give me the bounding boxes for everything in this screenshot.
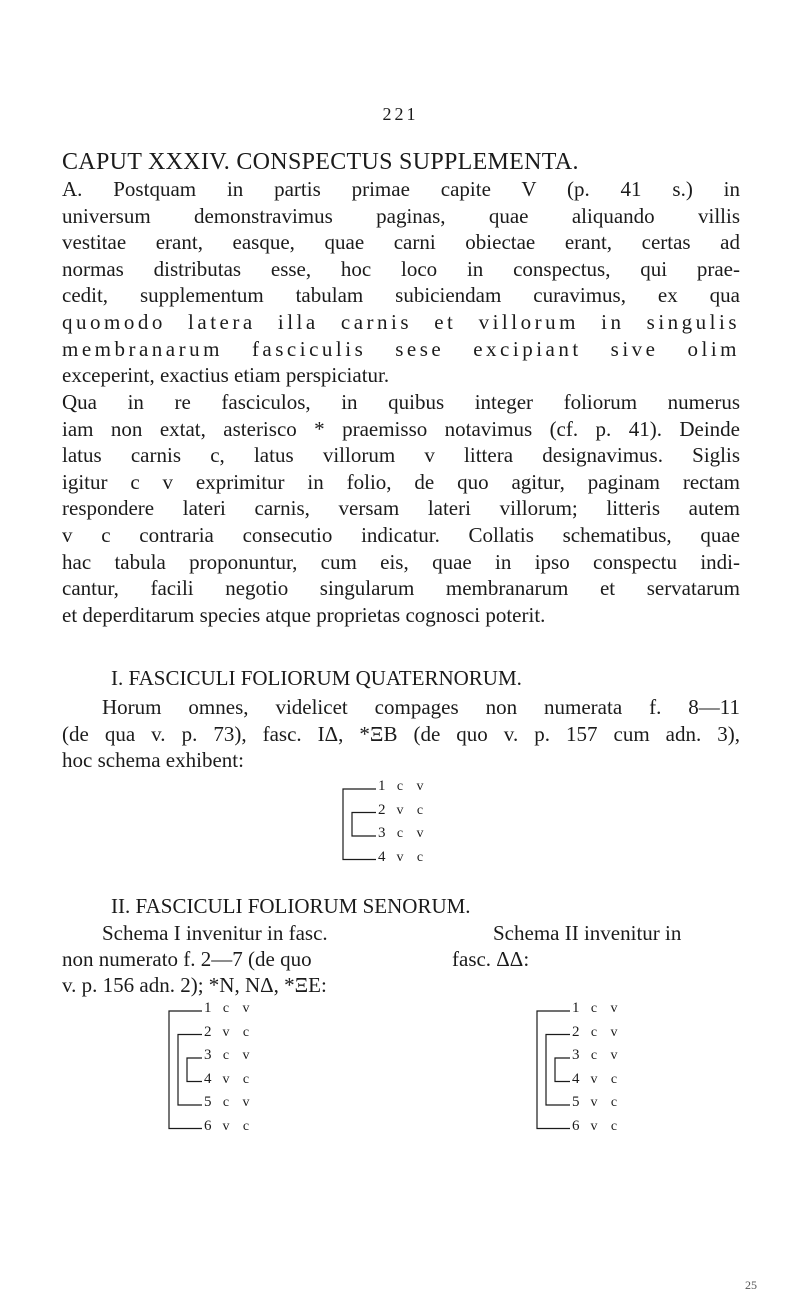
leaf-number: 1 — [572, 1000, 580, 1016]
leaf-number: 4 — [378, 848, 386, 865]
schema-senio-II — [536, 1000, 666, 1150]
leaf-number: 3 — [572, 1047, 580, 1063]
text-line: universum demonstravimus paginas, quae aliquando villis — [62, 203, 740, 228]
recto-side: c — [222, 1048, 230, 1063]
bifolium-bracket — [352, 813, 376, 837]
leaf-number: 2 — [378, 801, 386, 818]
schema-row — [572, 1118, 624, 1135]
leaf-number: 5 — [572, 1094, 580, 1110]
verso-side: c — [416, 802, 424, 818]
text-line: Qua in re fasciculos, in quibus integer foliorum numerus — [62, 390, 740, 414]
text-line: fasc. ΔΔ: — [452, 947, 530, 971]
page-number: 221 — [382, 104, 419, 124]
schema-quaternio — [342, 778, 462, 878]
recto-side: c — [222, 1095, 230, 1110]
verso-side: v — [416, 826, 424, 841]
schema-row — [204, 1118, 256, 1135]
bifolium-bracket — [555, 1058, 570, 1082]
text-line: respondere lateri carnis, versam lateri villorum; litteris autem — [62, 496, 740, 521]
verso-side: v — [610, 1024, 618, 1040]
recto-side: v — [590, 1095, 598, 1110]
schema-I-caption — [62, 920, 328, 998]
schema-row — [204, 1024, 256, 1041]
verso-side: c — [242, 1118, 250, 1134]
recto-side: v — [590, 1118, 598, 1134]
bifolium-bracket — [169, 1011, 202, 1129]
text-line: quomodo latera illa carnis et villorum in singulis — [62, 309, 740, 334]
text-line: et deperditarum species atque proprietas cognosci poterit. — [62, 602, 546, 627]
schema-II-caption — [452, 920, 681, 972]
schema-row — [572, 1047, 624, 1064]
text-line: v. p. 156 adn. 2); *N, NΔ, *ΞE: — [62, 973, 327, 997]
verso-side: c — [242, 1024, 250, 1040]
verso-side: c — [610, 1095, 618, 1110]
schema-row — [378, 825, 430, 842]
verso-side: c — [416, 849, 424, 865]
text-line: latus carnis c, latus villorum v littera designavimus. Siglis — [62, 443, 740, 468]
text-line: exceperint, exactius etiam perspiciatur. — [62, 363, 390, 388]
leaf-number: 1 — [378, 778, 386, 794]
schema-row — [204, 1094, 256, 1111]
text-line: iam non extat, asterisco * praemisso notavimus (cf. p. 41). Deinde — [62, 416, 740, 441]
text-line: A. Postquam in partis primae capite V (p. 41 s.) in — [62, 177, 740, 201]
recto-side: c — [222, 1001, 230, 1016]
verso-side: c — [610, 1118, 618, 1134]
text-line: Schema II invenitur in — [493, 921, 682, 945]
leaf-number: 2 — [204, 1023, 212, 1040]
verso-side: v — [416, 779, 424, 794]
text-line: (de qua v. p. 73), fasc. IΔ, *ΞB (de quo v. p. 157 cum adn. 3), — [62, 721, 740, 746]
verso-side: v — [610, 1048, 618, 1063]
verso-side: c — [610, 1071, 618, 1087]
text-line: hoc schema exhibent: — [62, 748, 244, 773]
text-line: normas distributas esse, hoc loco in conspectus, qui prae- — [62, 256, 740, 281]
text-line: v c contraria consecutio indicatur. Collatis schematibus, quae — [62, 522, 740, 547]
recto-side: c — [396, 826, 404, 841]
schema-senio-I — [168, 1000, 298, 1150]
schema-row — [572, 1094, 624, 1111]
text-line: cantur, facili negotio singularum membranarum et servatarum — [62, 576, 740, 601]
text-line: igitur c v exprimitur in folio, de quo agitur, paginam rectam — [62, 469, 740, 494]
leaf-number: 6 — [572, 1117, 580, 1134]
text-line: Horum omnes, videlicet compages non numerata f. 8—11 — [102, 695, 740, 719]
section-1-heading: I. FASCICULI FOLIORUM QUATERNORUM. — [111, 666, 522, 690]
schema-row — [204, 1071, 256, 1088]
verso-side: c — [242, 1071, 250, 1087]
verso-side: v — [242, 1001, 250, 1016]
leaf-number: 3 — [204, 1047, 212, 1063]
text-line: membranarum fasciculis sese excipiant sive olim — [62, 336, 740, 361]
schema-row — [204, 1047, 256, 1064]
recto-side: v — [396, 849, 404, 865]
section-1-paragraph — [62, 694, 740, 774]
verso-side: v — [242, 1048, 250, 1063]
leaf-number: 6 — [204, 1117, 212, 1134]
text-line: vestitae erant, easque, quae carni obiectae erant, certas ad — [62, 230, 740, 255]
schema-brackets — [342, 778, 382, 872]
bifolium-bracket — [546, 1035, 570, 1106]
leaf-number: 3 — [378, 825, 386, 841]
chapter-title: CAPUT XXXIV. CONSPECTUS SUPPLEMENTA. — [62, 149, 579, 175]
schema-row — [572, 1071, 624, 1088]
recto-side: v — [396, 802, 404, 818]
schema-brackets — [168, 1000, 208, 1141]
intro-paragraph — [62, 176, 740, 389]
schema-row — [378, 802, 430, 819]
text-line: hac tabula proponuntur, cum eis, quae in ipso conspectu indi- — [62, 549, 740, 574]
bifolium-bracket — [537, 1011, 570, 1129]
schema-row — [572, 1000, 624, 1017]
bifolium-bracket — [343, 789, 376, 860]
leaf-number: 4 — [572, 1070, 580, 1087]
leaf-number: 1 — [204, 1000, 212, 1016]
schema-row — [204, 1000, 256, 1017]
bifolium-bracket — [178, 1035, 202, 1106]
schema-row — [378, 778, 430, 795]
leaf-number: 4 — [204, 1070, 212, 1087]
text-line: Schema I invenitur in fasc. — [102, 921, 328, 945]
section-2-heading: II. FASCICULI FOLIORUM SENORUM. — [111, 894, 471, 918]
recto-side: v — [590, 1071, 598, 1087]
notation-paragraph — [62, 389, 740, 628]
recto-side: c — [590, 1048, 598, 1063]
verso-side: v — [242, 1095, 250, 1110]
leaf-number: 5 — [204, 1094, 212, 1110]
bifolium-bracket — [187, 1058, 202, 1082]
verso-side: v — [610, 1001, 618, 1016]
recto-side: v — [222, 1071, 230, 1087]
text-line: non numerato f. 2—7 (de quo — [62, 947, 312, 971]
recto-side: v — [222, 1118, 230, 1134]
schema-row — [378, 849, 430, 866]
recto-side: c — [590, 1024, 598, 1040]
recto-side: c — [396, 779, 404, 794]
schema-brackets — [536, 1000, 576, 1141]
corner-mark: 25 — [745, 1278, 757, 1292]
text-line: cedit, supplementum tabulam subiciendam curavimus, ex qua — [62, 283, 740, 308]
recto-side: v — [222, 1024, 230, 1040]
leaf-number: 2 — [572, 1023, 580, 1040]
recto-side: c — [590, 1001, 598, 1016]
schema-row — [572, 1024, 624, 1041]
